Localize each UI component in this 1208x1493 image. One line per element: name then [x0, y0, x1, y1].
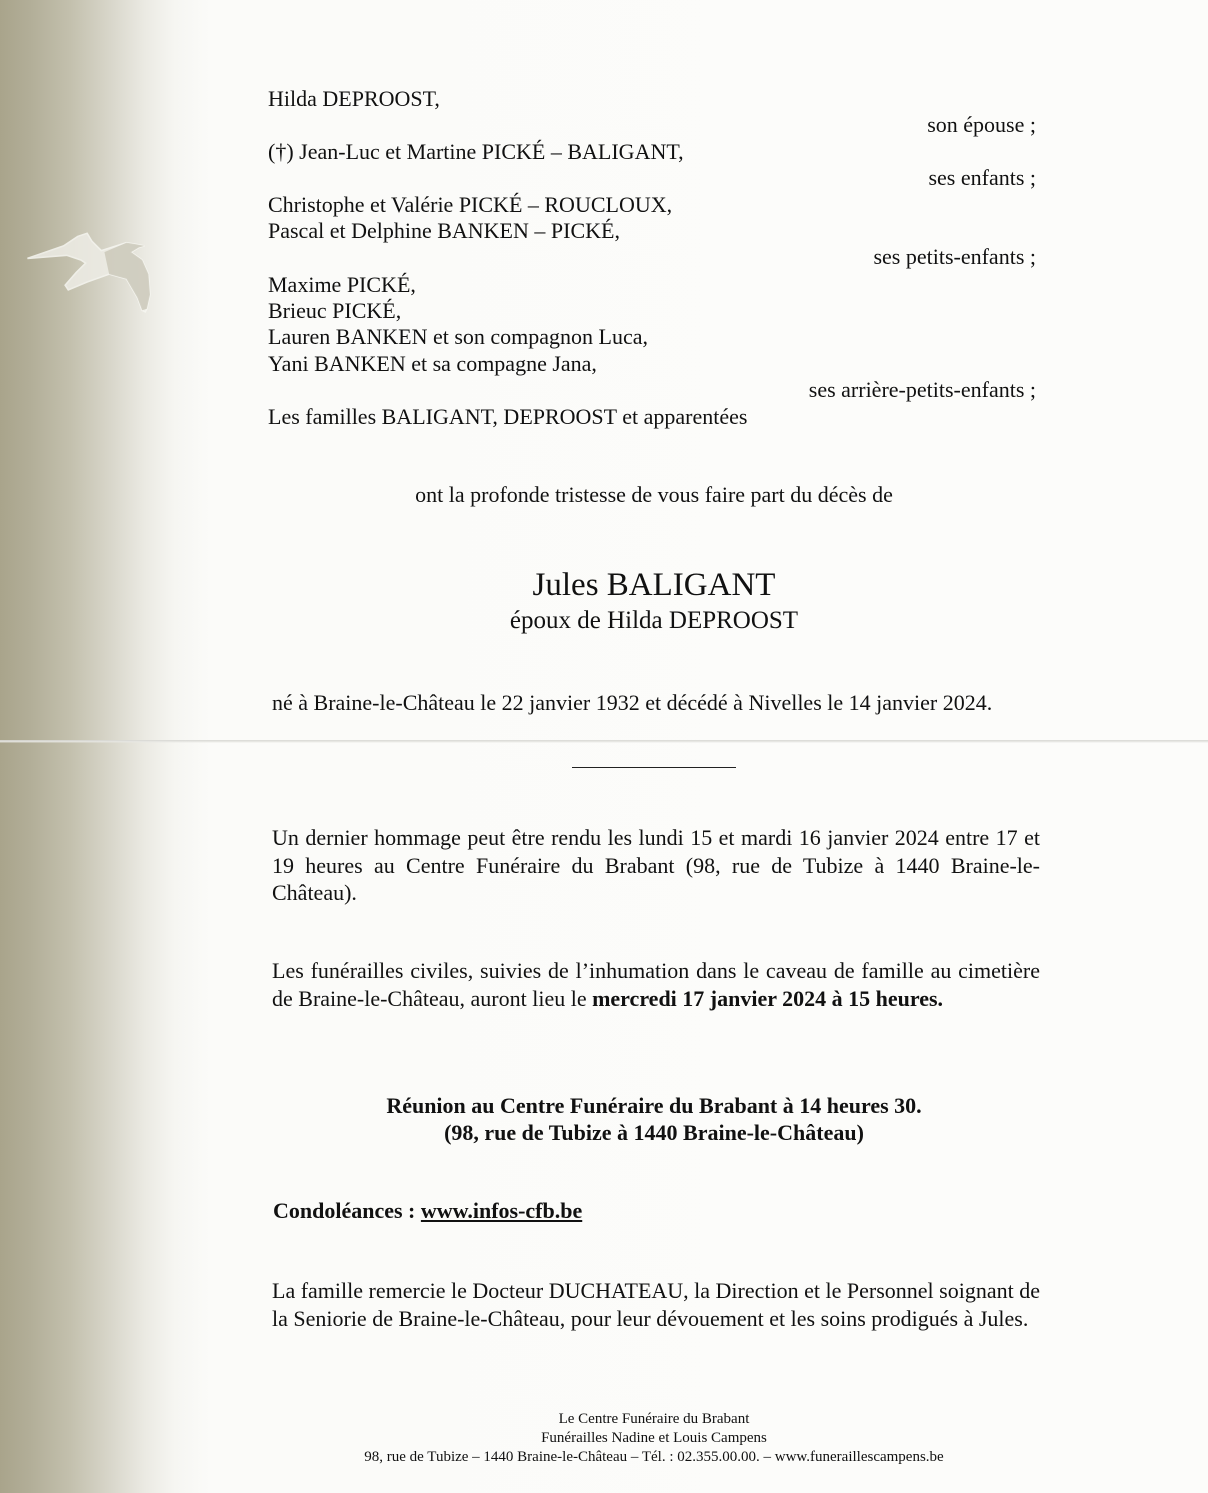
family-name-line: Lauren BANKEN et son compagnon Luca, — [268, 324, 649, 349]
deceased-name: Jules BALIGANT — [532, 567, 776, 603]
announcement-text: ont la profonde tristesse de vous faire part du décès de — [415, 482, 893, 507]
meeting-line-1: Réunion au Centre Funéraire du Brabant à 14 heures 30. — [386, 1093, 922, 1118]
footer-subtitle: Funérailles Nadine et Louis Campens — [541, 1430, 767, 1446]
spouse-line: époux de Hilda DEPROOST — [509, 607, 799, 634]
family-name-line: Pascal et Delphine BANKEN – PICKÉ, — [268, 218, 620, 243]
paper-fold-line — [0, 740, 1208, 743]
family-name-line: Les familles BALIGANT, DEPROOST et apparentées — [268, 404, 748, 429]
life-dates: né à Braine-le-Château le 22 janvier 1932 et décédé à Nivelles le 14 janvier 2024. — [272, 690, 993, 715]
condolences-link[interactable]: www.infos-cfb.be — [420, 1198, 583, 1223]
funeral-paragraph — [272, 957, 1040, 1012]
family-name-line: Yani BANKEN et sa compagne Jana, — [268, 351, 597, 376]
separator-line — [572, 767, 736, 768]
condolences-label: Condoléances : — [273, 1198, 421, 1223]
footer-contact: 98, rue de Tubize – 1440 Braine-le-Château – Tél. : 02.355.00.00. – www.funeraillescampens.be — [364, 1449, 944, 1465]
family-name-line: Hilda DEPROOST, — [268, 86, 440, 111]
family-name-line: (†) Jean-Luc et Martine PICKÉ – BALIGANT, — [268, 139, 684, 164]
meeting-line-2: (98, rue de Tubize à 1440 Braine-le-Château) — [444, 1120, 864, 1145]
relation-label: ses enfants ; — [928, 165, 1036, 190]
family-name-line: Brieuc PICKÉ, — [268, 298, 402, 323]
relation-label: son épouse ; — [927, 112, 1036, 137]
relation-label: ses arrière-petits-enfants ; — [808, 377, 1036, 402]
funeral-text: Les funérailles civiles, suivies de l’inhumation dans le caveau de famille au cimetière de Braine-le-Château, auront lieu le — [272, 958, 1040, 1011]
family-name-line: Maxime PICKÉ, — [268, 272, 416, 297]
footer-company: Le Centre Funéraire du Brabant — [558, 1411, 750, 1427]
tribute-paragraph: Un dernier hommage peut être rendu les lundi 15 et mardi 16 janvier 2024 entre 17 et 19 heures au Centre Funéraire du Brabant (98, rue de Tubize à 1440 Braine-le-Château). — [272, 825, 1040, 905]
family-name-line: Christophe et Valérie PICKÉ – ROUCLOUX, — [268, 192, 673, 217]
relation-label: ses petits-enfants ; — [873, 244, 1036, 269]
funeral-date-time: mercredi 17 janvier 2024 à 15 heures. — [592, 985, 944, 1011]
thanks-paragraph: La famille remercie le Docteur DUCHATEAU, la Direction et le Personnel soignant de la Seniorie de Braine-le-Château, pour leur dévouement et les soins prodigués à Jules. — [272, 1278, 1040, 1331]
seagull-icon — [12, 216, 178, 326]
condolences-line — [273, 1198, 582, 1224]
